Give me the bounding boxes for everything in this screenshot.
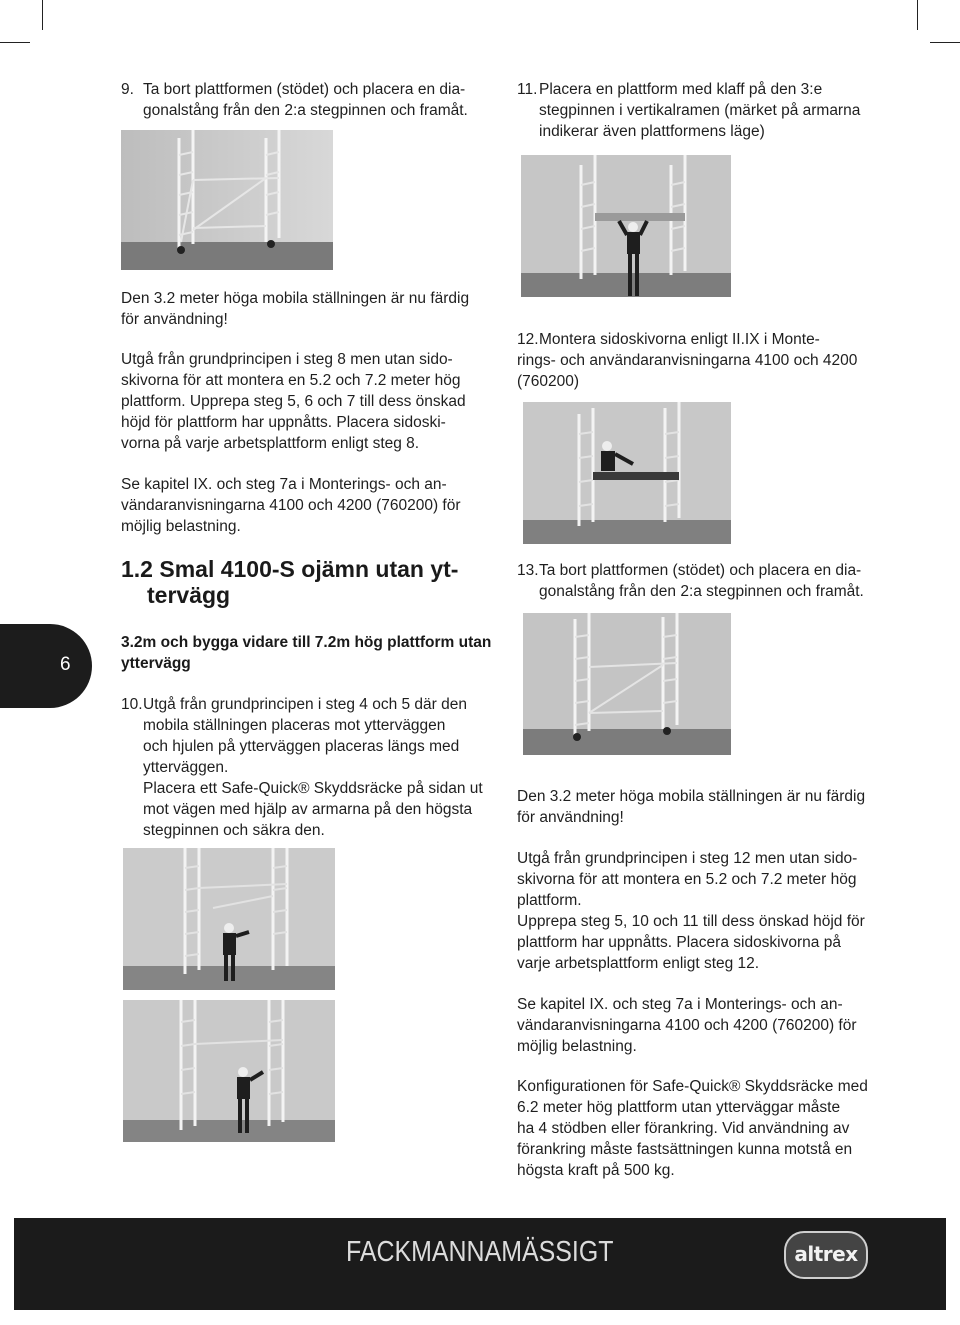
text-line: plattform. [517,892,582,909]
crop-mark [930,42,960,43]
principle-text-left [121,349,501,454]
section-subheading [121,632,501,674]
text-line: vändaranvisningarna 4100 och 4200 (760200) för [517,1017,857,1034]
text-line: indikerar även plattformens läge) [539,123,765,140]
text-line: Den 3.2 meter höga mobila ställningen är nu färdig [517,788,866,805]
footer-title: FACKMANNAMÄSSIGT [346,1236,614,1268]
text-line: Den 3.2 meter höga mobila ställningen är nu färdig [121,290,470,307]
heading-line: 1.2 Smal 4100-S ojämn utan yt- [121,556,459,582]
text-line: 6.2 meter hög plattform utan ytterväggar måste [517,1099,841,1116]
text-line: Se kapitel IX. och steg 7a i Monterings- och an- [121,476,447,493]
text-line: Utgå från grundprincipen i steg 8 men utan sido- [121,351,453,368]
text-line: stegpinnen i vertikalramen (märket på armarna [539,102,861,119]
text-line: plattform. Upprepa steg 5, 6 och 7 till dess önskad [121,393,466,410]
ready-text-right [517,786,917,828]
step-number: 10. [121,696,143,713]
step-number: 13. [517,562,539,579]
text-line: högsta kraft på 500 kg. [517,1162,675,1179]
text-line: skivorna för att montera en 5.2 och 7.2 meter hög [121,372,461,389]
text-line: stegpinnen och säkra den. [143,822,325,839]
chapter-text-right [517,994,917,1057]
text-line: skivorna för att montera en 5.2 och 7.2 meter hög [517,871,857,888]
text-line: Montera sidoskivorna enligt II.IX i Monte- [539,331,820,348]
text-line: mobila ställningen placeras mot ytterväggen [143,717,446,734]
text-line: Placera en plattform med klaff på den 3:e [539,81,823,98]
text-line: och hjulen på ytterväggen placeras längs med [143,738,460,755]
text-line: gonalstång från den 2:a stegpinnen och framåt. [539,583,864,600]
crop-mark [0,42,30,43]
scaffold-photo-guardrail [123,848,335,990]
footer-bar [14,1218,946,1310]
text-line: för användning! [121,311,228,328]
step-number: 12. [517,331,539,348]
text-line: ytterväggen. [143,759,229,776]
subheading-line: 3.2m och bygga vidare till 7.2m hög plattform utan [121,634,492,651]
chapter-tab-number: 6 [60,654,71,675]
scaffold-photo-sideboards [523,402,731,544]
step-number: 9. [121,81,134,98]
heading-line: tervägg [147,582,231,608]
text-line: mot vägen med hjälp av armarna på den högsta [143,801,473,818]
text-line: plattform har uppnåtts. Placera sidoskivorna på [517,934,841,951]
config-text-right [517,1076,917,1181]
text-line: rings- och användaranvisningarna 4100 och 4200 [517,352,858,369]
text-line: möjlig belastning. [517,1038,637,1055]
text-line: för användning! [517,809,624,826]
text-line: Utgå från grundprincipen i steg 12 men utan sido- [517,850,858,867]
text-line: Ta bort plattformen (stödet) och placera en dia- [143,81,466,98]
text-line: höjd för plattform har uppnåtts. Placera sidoski- [121,414,446,431]
altrex-logo [784,1231,868,1279]
text-line: Konfigurationen för Safe-Quick® Skyddsräcke med [517,1078,868,1095]
text-line: gonalstång från den 2:a stegpinnen och framåt. [143,102,468,119]
text-line: Placera ett Safe-Quick® Skyddsräcke på sidan ut [143,780,483,797]
text-line: vändaranvisningarna 4100 och 4200 (760200) för [121,497,461,514]
text-line: Utgå från grundprincipen i steg 4 och 5 där den [143,696,467,713]
scaffold-photo-diagonal-step13 [523,613,731,755]
crop-mark [917,0,918,30]
text-line: Se kapitel IX. och steg 7a i Monterings- och an- [517,996,843,1013]
text-line: Ta bort plattformen (stödet) och placera en dia- [539,562,862,579]
step-number: 11. [517,81,538,98]
ready-text-left [121,288,501,330]
text-line: vorna på varje arbetsplattform enligt steg 8. [121,435,420,452]
crop-mark [42,0,43,30]
text-line: (760200) [517,373,580,390]
scaffold-photo-diagonal [121,130,333,270]
text-line: möjlig belastning. [121,518,241,535]
section-heading [121,556,501,608]
step-10 [121,694,501,844]
text-line: Upprepa steg 5, 10 och 11 till dess önskad höjd för [517,913,865,930]
subheading-line: yttervägg [121,655,191,672]
text-line: ha 4 stödben eller förankring. Vid användning av [517,1120,850,1137]
text-line: förankring måste fastsättningen kunna motstå en [517,1141,853,1158]
text-line: varje arbetsplattform enligt steg 12. [517,955,760,972]
chapter-text-left [121,474,501,537]
scaffold-photo-platform [521,155,731,297]
logo-text: altrex [794,1242,858,1266]
chapter-tab [0,624,92,708]
principle-text-right [517,848,917,974]
scaffold-photo-secure [123,1000,335,1142]
